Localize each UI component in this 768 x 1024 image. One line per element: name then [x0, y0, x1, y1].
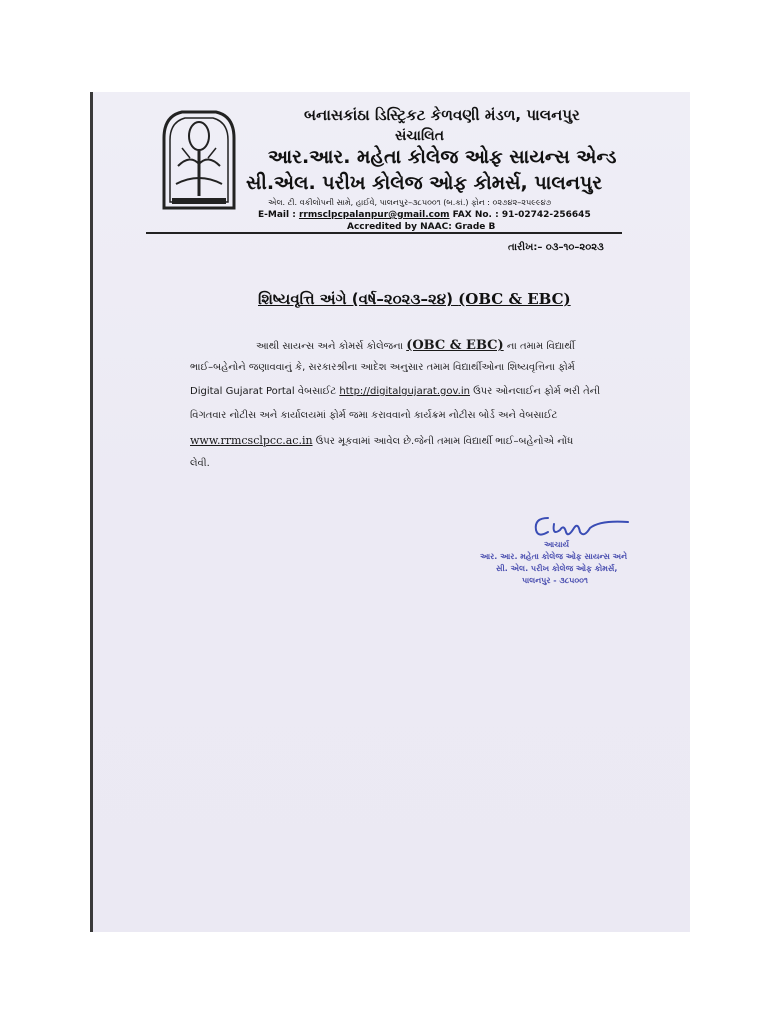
body-line-6: લેવી. [190, 458, 210, 469]
body-line-1 [256, 338, 575, 353]
stamp-title: આચાર્ય [544, 540, 570, 549]
paper-left-edge [90, 92, 93, 932]
body-line-1-obc: (OBC & EBC) [406, 338, 504, 353]
naac-accreditation: Accredited by NAAC: Grade B [347, 222, 496, 232]
body-line-2: ભાઈ–બહેનોને જણાવવાનું કે, સરકારશ્રીના આદેશ અનુસાર તમામ વિદ્યાર્થીઓના શિષ્યવૃત્તિના ફોર્મ [190, 362, 575, 373]
subject-english: (OBC & EBC) [458, 290, 571, 308]
body-line-3 [190, 386, 600, 397]
college-name-line1: આર.આર. મહેતા કોલેજ ઓફ સાયન્સ એન્ડ [268, 146, 617, 168]
body-line-5 [190, 434, 573, 447]
body-line-3-post: ઉપર ઓનલાઈન ફોર્મ ભરી તેની [473, 386, 601, 397]
mandal-name: બનાસકાંઠા ડિસ્ટ્રિકટ કેળવણી મંડળ, પાલનપુર [304, 106, 580, 124]
body-line-4: વિગતવાર નોટીસ અને કાર્યાલયમાં ફોર્મ જમા કરાવવાનો કાર્યક્રમ નોટીસ બોર્ડ અને વેબસાઈટ [190, 410, 558, 421]
email-label: E-Mail : [258, 210, 296, 220]
stamp-line-3: પાલનપુર - ૩૮૫૦૦૧ [522, 576, 588, 585]
body-line-1-post: ના તમામ વિદ્યાર્થી [506, 341, 575, 352]
college-website-link[interactable]: www.rrmcsclpcc.ac.in [190, 434, 313, 447]
college-name-line2: સી.એલ. પરીખ કોલેજ ઓફ કોમર્સ, પાલનપુર [246, 172, 603, 194]
college-address: એલ. ટી. વકીલોપની સામે, હાઈવે, પાલનપુર–૩૮૫૦૦૧ (બ.કાં.) ફોન : ૦૨૭૪૨–૨૫૯૯૪૭ [268, 198, 552, 207]
digital-gujarat-link[interactable]: http://digitalgujarat.gov.in [339, 386, 470, 397]
subject-gujarati: શિષ્યવૃત્તિ અંગે (વર્ષ–૨૦૨૩–૨૪) [258, 290, 453, 308]
body-line-1-pre: આથી સાયન્સ અને કોમર્સ કોલેજના [256, 341, 404, 352]
email-link[interactable]: rrmsclpcpalanpur@gmail.com [298, 210, 450, 220]
letterhead-divider [146, 232, 622, 234]
body-line-5-post: ઉપર મૂકવામાં આવેલ છે.જેની તમામ વિદ્યાર્થી ભાઈ–બહેનોએ નોંધ [315, 436, 574, 447]
college-logo-emblem [160, 108, 238, 210]
notice-subject [258, 290, 571, 308]
stamp-line-2: સી. એલ. પરીખ કોલેજ ઓફ કોમર્સ, [496, 564, 618, 573]
body-line-3-pre: Digital Gujarat Portal વેબસાઈટ [190, 386, 337, 397]
stamp-line-1: આર. આર. મહેતા કોલેજ ઓફ સાયન્સ અને [480, 552, 628, 561]
fax-number: FAX No. : 91-02742-256645 [452, 210, 591, 220]
contact-line [258, 210, 591, 220]
notice-date: તારીખ:– ૦૩–૧૦–૨૦૨૩ [508, 242, 604, 253]
sanchalit-text: સંચાલિત [395, 128, 444, 144]
